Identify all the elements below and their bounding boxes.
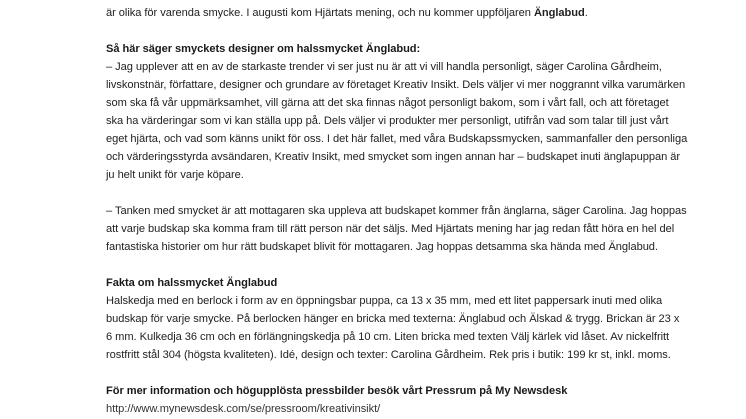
text-line: ska ha värderingar som vi kan ställa upp på. Dels väljer vi produkter mer personligt, utifrån vad som talar till just vårt — [106, 115, 669, 127]
pressroom-link[interactable]: http://www.mynewsdesk.com/se/pressroom/kreativinsikt/ — [106, 403, 381, 415]
text-line: livskonstnär, författare, designer och grundare av företaget Kreativ Insikt. Dels väljer vi mer noggrannt vilka varumärken — [106, 79, 686, 91]
designer-paragraph-2 — [106, 202, 687, 256]
text-line: Halskedja med en berlock i form av en öppningsbar puppa, ca 13 x 35 mm, med ett litet pappersark inuti med olika — [106, 295, 663, 307]
intro-text: är olika för varenda smycke. I augusti kom Hjärtats mening, och nu kommer uppföljaren — [106, 7, 534, 19]
text-line: 6 mm. Kulkedja 36 cm och en förlängningskedja på 10 cm. Liten bricka med texten Välj kärlek vid låset. Av nickelfritt — [106, 331, 670, 343]
designer-paragraph-1 — [106, 58, 688, 184]
text-line: som ska få vår uppmärksamhet, vill gärna att det ska finnas något personligt bakom, som i vårt fall, och att företaget — [106, 97, 669, 109]
text-line: ju helt unikt för varje köpare. — [106, 169, 244, 181]
press-release-body — [106, 4, 688, 418]
text-line: budskap för varje smycke. På berlocken hänger en bricka med texterna: Änglabud och Älskad & trygg. Brickan är 23 x — [106, 313, 680, 325]
facts-heading: Fakta om halssmycket Änglabud — [106, 277, 278, 289]
more-info-heading: För mer information och högupplösta pressbilder besök vårt Pressrum på My Newsdesk — [106, 385, 568, 397]
text-line: – Tanken med smycket är att mottagaren ska uppleva att budskapet kommer från änglarna, säger Carolina. Jag hoppas — [106, 205, 687, 217]
designer-heading: Så här säger smyckets designer om halssmycket Änglabud: — [106, 43, 421, 55]
text-line: att varje budskap ska komma fram till rätt person när det säljs. Med Hjärtats mening har jag redan fått höra en hel del — [106, 223, 675, 235]
facts-paragraph — [106, 292, 680, 364]
intro-end: . — [584, 7, 588, 19]
text-line: och värderingsstyrda avsändaren, Kreativ Insikt, med smycket som ingen annan har – budskapet inuti änglapuppan är — [106, 151, 681, 163]
text-line: – Jag upplever att en av de starkaste trender vi ser just nu är att vi vill handla personligt, säger Carolina Gårdheim, — [106, 61, 662, 73]
intro-line — [106, 4, 646, 22]
text-line: rostfritt stål 304 (högsta kvaliteten). Idé, design och texter: Carolina Gårdheim. Rek pris i butik: 199 kr st, inkl. moms. — [106, 349, 671, 361]
text-line: fantastiska historier om hur rätt budskapet blivit för mottagaren. Jag hoppas detsamma ska hända med Änglabud. — [106, 241, 658, 253]
intro-product-name: Änglabud — [533, 7, 585, 19]
text-line: eget hjärta, och vad som känns unikt för oss. I det här fallet, med våra Budskapssmycken, sammanfaller den personliga — [106, 133, 688, 145]
